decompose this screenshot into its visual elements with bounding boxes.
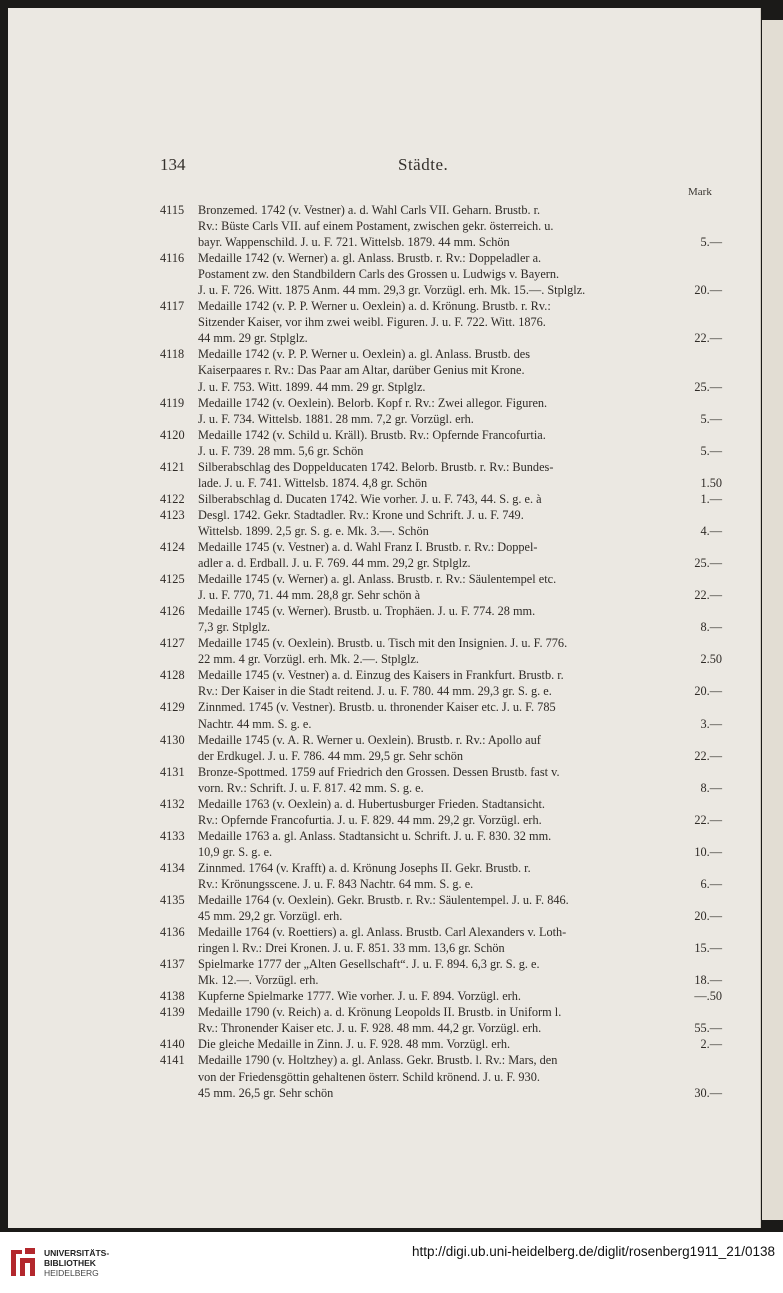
entry-price: 25.—	[694, 379, 722, 394]
entry-price: —.50	[694, 989, 722, 1004]
entry-text-line: der Erdkugel. J. u. F. 786. 44 mm. 29,5 gr. Sehr schön	[198, 748, 464, 763]
entry-number: 4131	[160, 764, 185, 779]
entry-text-line: Medaille 1742 (v. P. P. Werner u. Oexlein) a. gl. Anlass. Brustb. des	[198, 347, 531, 362]
page-edge	[762, 20, 783, 1220]
entry-number: 4130	[160, 732, 185, 747]
entry-number: 4116	[160, 251, 185, 266]
entry-number: 4137	[160, 957, 185, 972]
entry-text-line: Silberabschlag des Doppelducaten 1742. Belorb. Brustb. r. Rv.: Bundes-	[198, 459, 554, 474]
entry-text-line: Medaille 1742 (v. P. P. Werner u. Oexlein) a. d. Krönung. Brustb. r. Rv.:	[198, 299, 551, 314]
entry-text-line: Medaille 1745 (v. Werner). Brustb. u. Trophäen. J. u. F. 774. 28 mm.	[198, 604, 536, 619]
entry-price: 10.—	[694, 844, 722, 859]
entry-price: 25.—	[694, 556, 722, 571]
entry-price: 5.—	[700, 443, 722, 458]
catalog-entry	[160, 1052, 722, 1100]
entry-text-line: von der Friedensgöttin gehaltenen österr. Schild krönend. J. u. F. 930.	[198, 1069, 540, 1084]
catalog-entry	[160, 571, 722, 603]
library-name	[44, 1248, 109, 1278]
entry-text-line: Medaille 1742 (v. Schild u. Kräll). Brustb. Rv.: Opfernde Francofurtia.	[198, 427, 546, 442]
entry-text-line: Postament zw. den Standbildern Carls des Grossen u. Ludwigs v. Bayern.	[198, 267, 560, 282]
entry-text-line: Medaille 1742 (v. Werner) a. gl. Anlass. Brustb. r. Rv.: Doppeladler a.	[198, 251, 542, 266]
entry-text-line: bayr. Wappenschild. J. u. F. 721. Wittelsb. 1879. 44 mm. Schön	[198, 235, 510, 250]
entry-text-line: 22 mm. 4 gr. Vorzügl. erh. Mk. 2.—. Stplglz.	[198, 652, 419, 667]
entry-text-line: 45 mm. 29,2 gr. Vorzügl. erh.	[198, 909, 343, 924]
entry-price: 22.—	[694, 588, 722, 603]
entry-number: 4135	[160, 893, 185, 908]
entry-number: 4117	[160, 299, 185, 314]
entry-text-line: Sitzender Kaiser, vor ihm zwei weibl. Figuren. J. u. F. 722. Witt. 1876.	[198, 315, 546, 330]
entry-text-line: J. u. F. 734. Wittelsb. 1881. 28 mm. 7,2 gr. Vorzügl. erh.	[198, 411, 474, 426]
catalog-entry	[160, 764, 722, 796]
catalog-entry	[160, 491, 722, 507]
entry-text-line: Medaille 1745 (v. Vestner) a. d. Wahl Franz I. Brustb. r. Rv.: Doppel-	[198, 539, 538, 554]
entry-price: 5.—	[700, 411, 722, 426]
entry-text-line: Rv.: Opfernde Francofurtia. J. u. F. 829. 44 mm. 29,2 gr. Vorzügl. erh.	[198, 812, 542, 827]
entry-price: 4.—	[700, 523, 722, 538]
entry-price: 8.—	[700, 620, 722, 635]
document-url-link[interactable]: http://digi.ub.uni-heidelberg.de/diglit/rosenberg1911_21/0138	[411, 1244, 775, 1259]
catalog-entry	[160, 298, 722, 346]
catalog-entry	[160, 539, 722, 571]
price-column-label: Mark	[688, 186, 712, 198]
library-name-line: UNIVERSITÄTS-	[44, 1248, 110, 1258]
entry-price: 15.—	[694, 941, 722, 956]
entry-text-line: Rv.: Der Kaiser in die Stadt reitend. J. u. F. 780. 44 mm. 29,3 gr. S. g. e.	[198, 684, 552, 699]
entry-price: 2.50	[700, 652, 722, 667]
catalog-entry	[160, 796, 722, 828]
catalog-entry	[160, 860, 722, 892]
entry-number: 4123	[160, 507, 185, 522]
catalog-entry	[160, 1004, 722, 1036]
catalog-entries	[160, 202, 722, 1101]
entry-price: 20.—	[694, 283, 722, 298]
entry-number: 4139	[160, 1005, 185, 1020]
entry-number: 4118	[160, 347, 185, 362]
entry-number: 4120	[160, 427, 185, 442]
entry-number: 4127	[160, 636, 185, 651]
entry-text-line: Bronze-Spottmed. 1759 auf Friedrich den Grossen. Dessen Brustb. fast v.	[198, 764, 560, 779]
entry-text-line: Medaille 1790 (v. Holtzhey) a. gl. Anlass. Gekr. Brustb. l. Rv.: Mars, den	[198, 1053, 558, 1068]
entry-price: 20.—	[694, 684, 722, 699]
entry-number: 4115	[160, 203, 185, 217]
entry-number: 4119	[160, 395, 185, 410]
page-header	[160, 155, 720, 179]
entry-price: 20.—	[694, 909, 722, 924]
catalog-entry	[160, 924, 722, 956]
catalog-entry	[160, 603, 722, 635]
library-name-line: BIBLIOTHEK	[44, 1258, 96, 1268]
entry-price: 22.—	[694, 812, 722, 827]
catalog-entry	[160, 1036, 722, 1052]
entry-text-line: Zinnmed. 1745 (v. Vestner). Brustb. u. thronender Kaiser etc. J. u. F. 785	[198, 700, 556, 715]
catalog-entry	[160, 507, 722, 539]
entry-number: 4134	[160, 860, 185, 875]
entry-price: 6.—	[700, 876, 722, 891]
entry-text-line: Silberabschlag d. Ducaten 1742. Wie vorher. J. u. F. 743, 44. S. g. e. à	[198, 491, 542, 506]
catalog-entry	[160, 459, 722, 491]
entry-text-line: Rv.: Krönungsscene. J. u. F. 843 Nachtr. 64 mm. S. g. e.	[198, 876, 474, 891]
entry-text-line: 10,9 gr. S. g. e.	[198, 844, 273, 859]
entry-number: 4125	[160, 572, 185, 587]
entry-text-line: Spielmarke 1777 der „Alten Gesellschaft“. J. u. F. 894. 6,3 gr. S. g. e.	[198, 957, 540, 972]
entry-price: 18.—	[694, 973, 722, 988]
entry-text-line: Rv.: Thronender Kaiser etc. J. u. F. 928. 48 mm. 44,2 gr. Vorzügl. erh.	[198, 1021, 542, 1036]
entry-number: 4132	[160, 796, 185, 811]
catalog-entry	[160, 956, 722, 988]
entry-text-line: Wittelsb. 1899. 2,5 gr. S. g. e. Mk. 3.—. Schön	[198, 523, 429, 538]
entry-text-line: Bronzemed. 1742 (v. Vestner) a. d. Wahl Carls VII. Geharn. Brustb. r.	[198, 203, 541, 217]
entry-text-line: adler a. d. Erdball. J. u. F. 769. 44 mm. 29,2 gr. Stplglz.	[198, 556, 471, 571]
entry-price: 22.—	[694, 748, 722, 763]
entry-text-line: 44 mm. 29 gr. Stplglz.	[198, 331, 308, 346]
entry-price: 1.—	[700, 491, 722, 506]
entry-text-line: Desgl. 1742. Gekr. Stadtadler. Rv.: Krone und Schrift. J. u. F. 749.	[198, 507, 524, 522]
entry-number: 4122	[160, 491, 185, 506]
entry-text-line: lade. J. u. F. 741. Wittelsb. 1874. 4,8 gr. Schön	[198, 475, 428, 490]
entry-number: 4140	[160, 1037, 185, 1052]
catalog-entry	[160, 427, 722, 459]
entry-text-line: J. u. F. 726. Witt. 1875 Anm. 44 mm. 29,3 gr. Vorzügl. erh. Mk. 15.—. Stplglz.	[198, 283, 586, 298]
entry-price: 22.—	[694, 331, 722, 346]
catalog-entry	[160, 250, 722, 298]
page-title: Städte.	[398, 155, 449, 174]
entry-number: 4126	[160, 604, 185, 619]
library-name-line: HEIDELBERG	[44, 1268, 99, 1278]
entry-text-line: J. u. F. 770, 71. 44 mm. 28,8 gr. Sehr schön à	[198, 588, 421, 603]
catalog-entry	[160, 395, 722, 427]
entry-number: 4121	[160, 459, 185, 474]
entry-number: 4136	[160, 925, 185, 940]
catalog-entry	[160, 892, 722, 924]
entry-text-line: Zinnmed. 1764 (v. Krafft) a. d. Krönung Josephs II. Gekr. Brustb. r.	[198, 860, 531, 875]
catalog-entry	[160, 988, 722, 1004]
entry-number: 4141	[160, 1053, 185, 1068]
entry-price: 1.50	[700, 475, 722, 490]
entry-text-line: Medaille 1742 (v. Oexlein). Belorb. Kopf r. Rv.: Zwei allegor. Figuren.	[198, 395, 548, 410]
entry-text-line: 7,3 gr. Stplglz.	[198, 620, 271, 635]
viewer-footer	[0, 1232, 783, 1293]
entry-price: 2.—	[700, 1037, 722, 1052]
entry-text-line: Medaille 1790 (v. Reich) a. d. Krönung Leopolds II. Brustb. in Uniform l.	[198, 1005, 562, 1020]
entry-price: 30.—	[694, 1085, 722, 1100]
catalog-entry	[160, 699, 722, 731]
page-number: 134	[160, 155, 186, 174]
heidelberg-library-logo-icon[interactable]	[8, 1246, 38, 1280]
entry-text-line: Medaille 1764 (v. Roettiers) a. gl. Anlass. Brustb. Carl Alexanders v. Loth-	[198, 925, 567, 940]
entry-text-line: Kupferne Spielmarke 1777. Wie vorher. J. u. F. 894. Vorzügl. erh.	[198, 989, 521, 1004]
catalog-entry	[160, 667, 722, 699]
entry-text-line: Medaille 1745 (v. Vestner) a. d. Einzug des Kaisers in Frankfurt. Brustb. r.	[198, 668, 564, 683]
entry-price: 55.—	[694, 1021, 722, 1036]
entry-text-line: Die gleiche Medaille in Zinn. J. u. F. 928. 48 mm. Vorzügl. erh.	[198, 1037, 511, 1052]
entry-text-line: Rv.: Büste Carls VII. auf einem Postament, zwischen gekr. österreich. u.	[198, 219, 554, 234]
entry-price: 5.—	[700, 235, 722, 250]
entry-text-line: vorn. Rv.: Schrift. J. u. F. 817. 42 mm. S. g. e.	[198, 780, 424, 795]
catalog-entry	[160, 635, 722, 667]
catalog-entry	[160, 346, 722, 394]
entry-text-line: Medaille 1745 (v. Werner) a. gl. Anlass. Brustb. r. Rv.: Säulentempel etc.	[198, 572, 557, 587]
entry-text-line: Medaille 1763 a. gl. Anlass. Stadtansicht u. Schrift. J. u. F. 830. 32 mm.	[198, 828, 552, 843]
entry-text-line: Medaille 1745 (v. Oexlein). Brustb. u. Tisch mit den Insignien. J. u. F. 776.	[198, 636, 568, 651]
entry-number: 4133	[160, 828, 185, 843]
entry-price: 3.—	[700, 716, 722, 731]
entry-text-line: Nachtr. 44 mm. S. g. e.	[198, 716, 312, 731]
entry-text-line: J. u. F. 739. 28 mm. 5,6 gr. Schön	[198, 443, 364, 458]
entry-number: 4128	[160, 668, 185, 683]
entry-text-line: Kaiserpaares r. Rv.: Das Paar am Altar, darüber Genius mit Krone.	[198, 363, 525, 378]
entry-number: 4138	[160, 989, 185, 1004]
entry-text-line: Medaille 1745 (v. A. R. Werner u. Oexlein). Brustb. r. Rv.: Apollo auf	[198, 732, 541, 747]
catalog-entry	[160, 732, 722, 764]
entry-text-line: 45 mm. 26,5 gr. Sehr schön	[198, 1085, 334, 1100]
catalog-entry	[160, 202, 722, 250]
entry-text-line: J. u. F. 753. Witt. 1899. 44 mm. 29 gr. Stplglz.	[198, 379, 426, 394]
entry-text-line: Medaille 1763 (v. Oexlein) a. d. Hubertusburger Frieden. Stadtansicht.	[198, 796, 545, 811]
entry-text-line: Mk. 12.—. Vorzügl. erh.	[198, 973, 319, 988]
catalog-entry	[160, 828, 722, 860]
entry-price: 8.—	[700, 780, 722, 795]
entry-text-line: Medaille 1764 (v. Oexlein). Gekr. Brustb. r. Rv.: Säulentempel. J. u. F. 846.	[198, 893, 569, 908]
entry-number: 4124	[160, 539, 185, 554]
entry-text-line: ringen l. Rv.: Drei Kronen. J. u. F. 851. 33 mm. 13,6 gr. Schön	[198, 941, 505, 956]
entry-number: 4129	[160, 700, 185, 715]
